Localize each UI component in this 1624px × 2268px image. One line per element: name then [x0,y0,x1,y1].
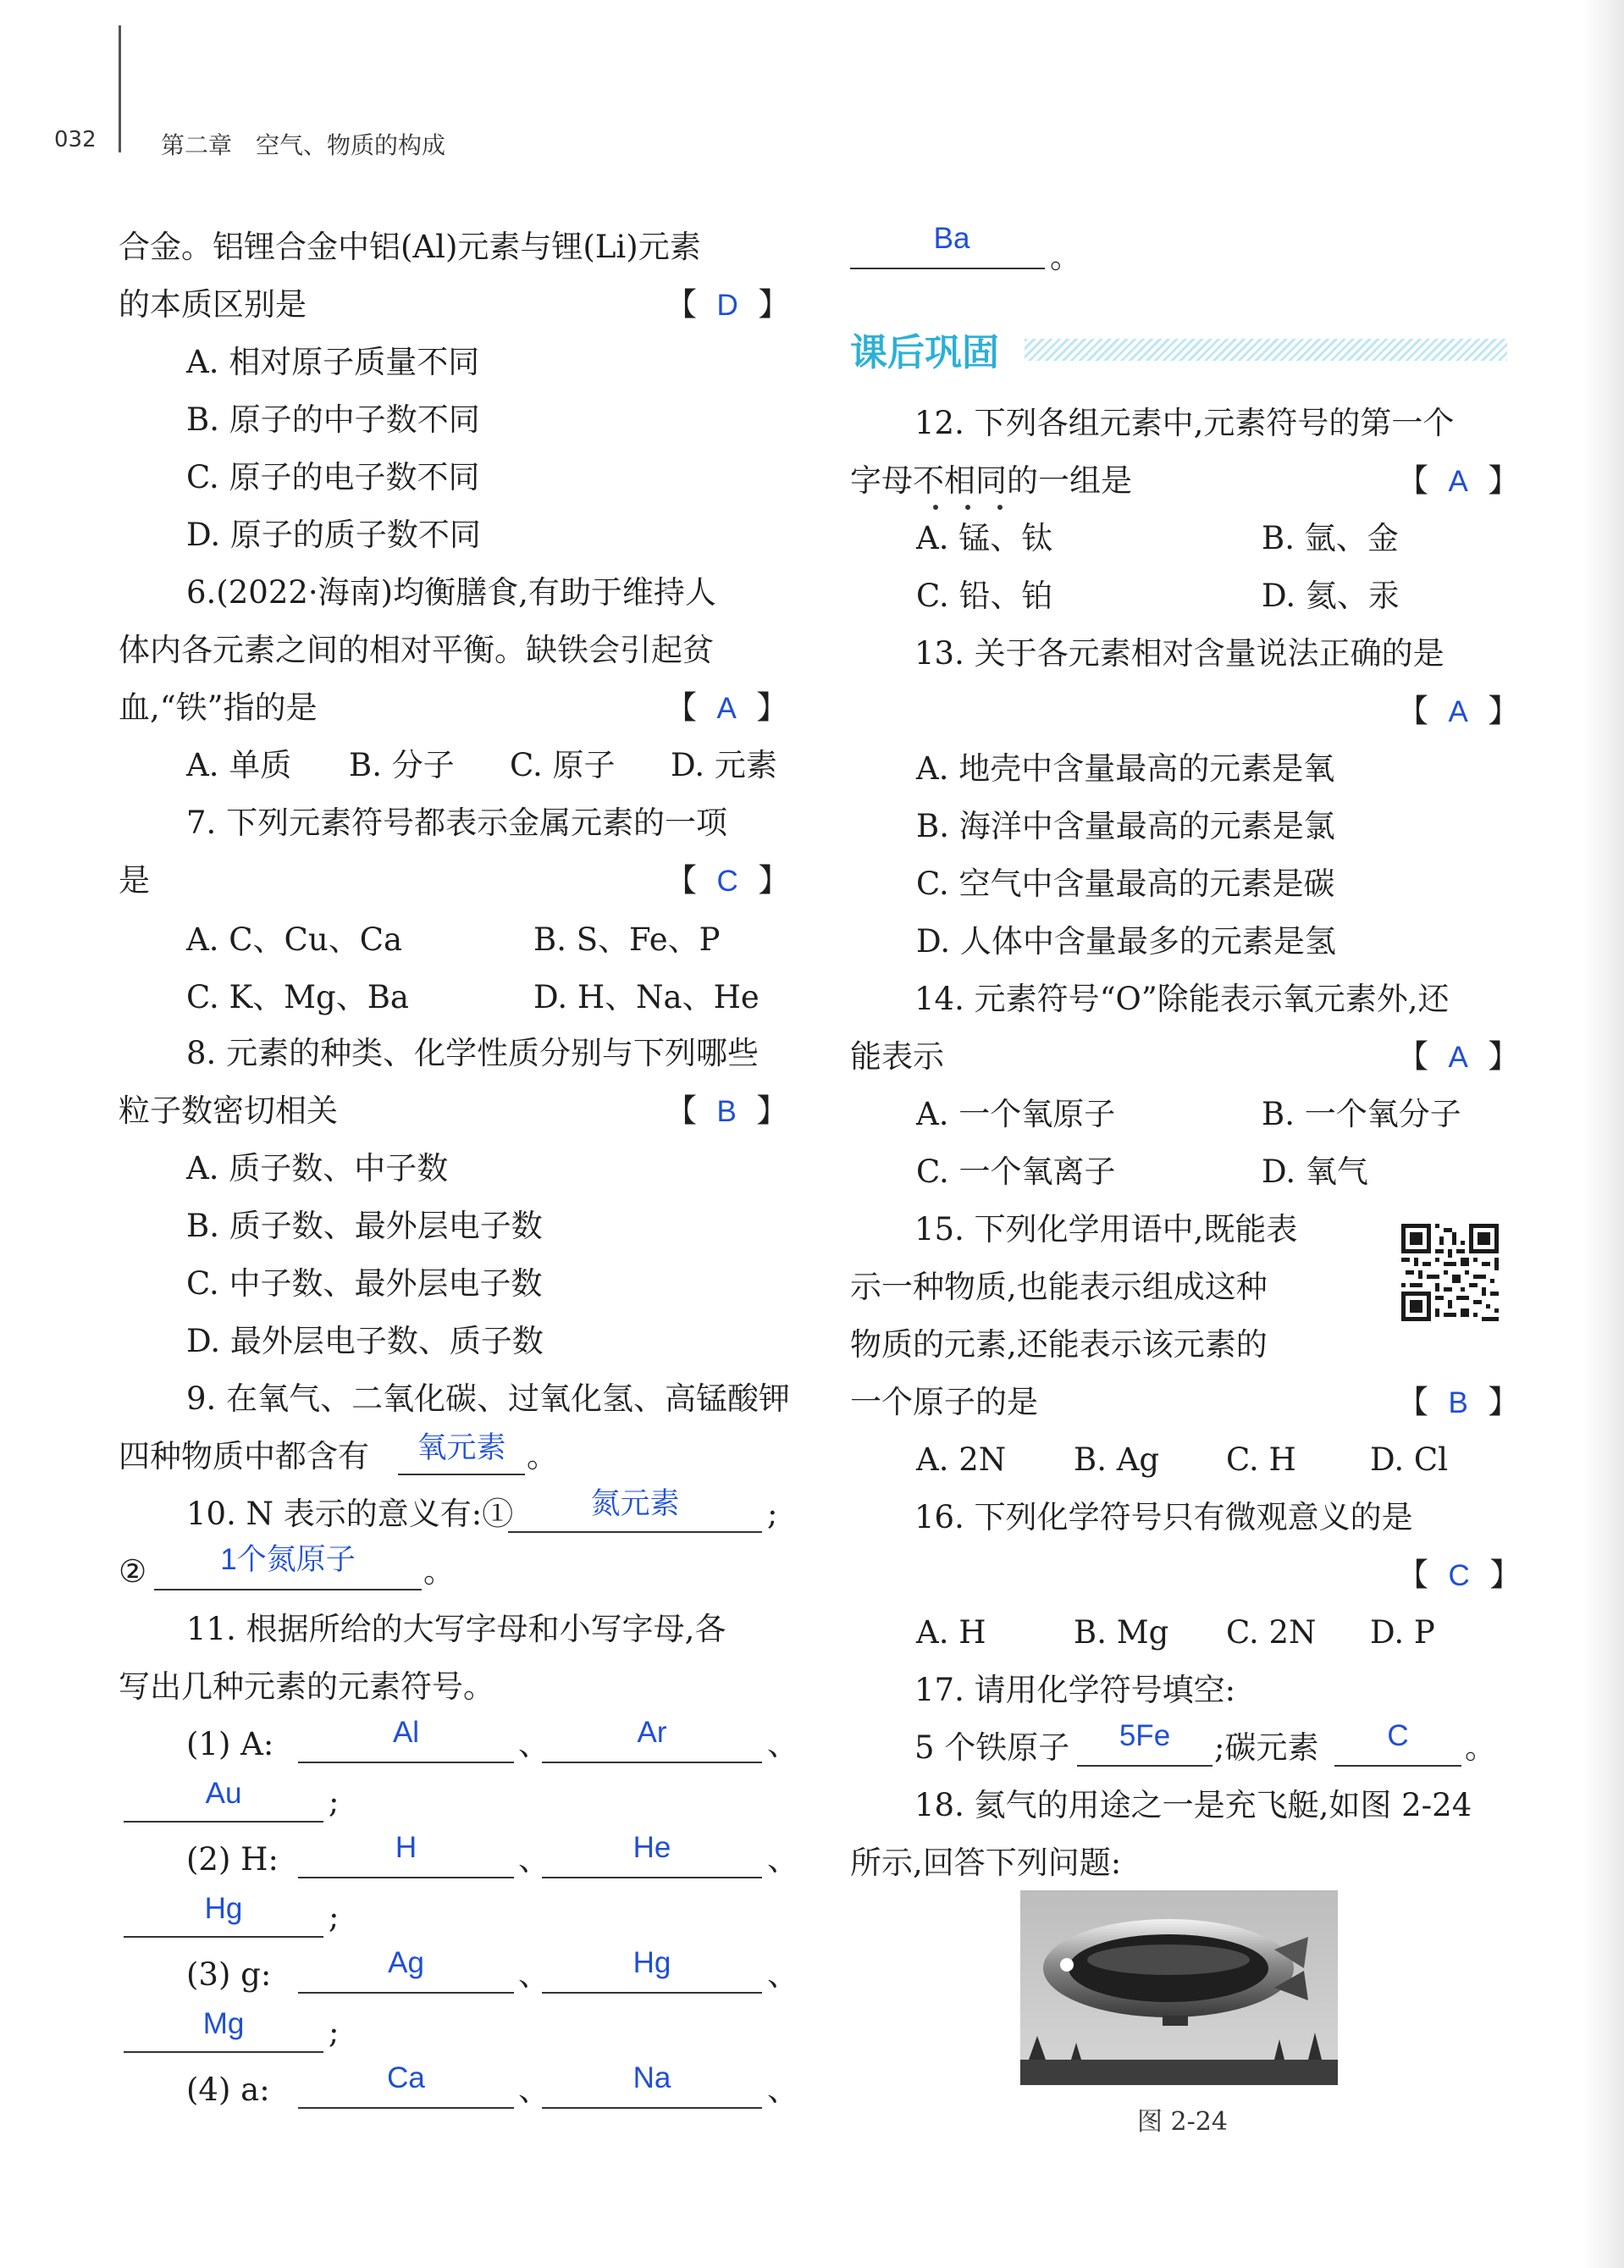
q11-item-1-label: (1) A: [186,1726,274,1762]
q11-right-blank [850,268,1045,269]
q15-line-3: 物质的元素,还能表示该元素的 [850,1326,1268,1363]
q6-line-3: 血,“铁”指的是 [119,689,318,726]
q17-a-prefix: 5 个铁原子 [914,1729,1070,1766]
q12-option-a: A. 锰、钛 [916,520,1053,556]
emphasis-dot [965,505,970,510]
q11-4-blank-2 [542,2107,762,2109]
q11-right-end: 。 [1050,239,1081,275]
q6-answer-bracket: 【 A 】 [666,689,788,726]
q17-end: 。 [1465,1729,1496,1766]
q11-3-blank-1 [298,1992,514,1994]
q5-line-2: 的本质区别是 [119,286,307,323]
q6-option-d: D. 元素 [671,747,777,783]
q7-option-d: D. H、Na、He [533,979,760,1015]
q9-end: 。 [527,1438,558,1474]
q14-line-2: 能表示 [850,1038,944,1075]
q15-line-2: 示一种物质,也能表示组成这种 [850,1269,1268,1305]
q11-2-blank-1 [298,1877,514,1878]
emphasis-dot [997,505,1003,510]
q8-option-b: B. 质子数、最外层电子数 [186,1208,543,1244]
q11-1-answer-3: Au [205,1777,242,1810]
q11-4-sep-2: 、 [767,2072,798,2108]
q10-mark-2: ② [119,1553,147,1590]
q11-1-sep-2: 、 [767,1726,798,1762]
q11-1-semi: ; [329,1784,340,1820]
q8-option-c: C. 中子数、最外层电子数 [186,1265,543,1302]
q16-answer: C [1448,1559,1470,1592]
q11-line-1: 11. 根据所给的大写字母和小写字母,各 [186,1611,726,1647]
figure-caption: 图 2-24 [1137,2107,1228,2137]
q12-option-c: C. 铅、铂 [916,578,1053,614]
q6-option-c: C. 原子 [510,747,616,783]
q15-answer: B [1448,1386,1468,1419]
q15-option-b: B. Ag [1074,1441,1160,1478]
q7-option-b: B. S、Fe、P [533,921,721,958]
qr-code-icon[interactable] [1401,1224,1499,1321]
q11-line-2: 写出几种元素的元素符号。 [119,1668,494,1705]
q11-3-blank-2 [542,1992,762,1994]
q15-line-1: 15. 下列化学用语中,既能表 [914,1211,1298,1247]
q6-option-b: B. 分子 [349,747,455,783]
q9-line-2: 四种物质中都含有 [119,1438,369,1474]
q18-line-2: 所示,回答下列问题: [850,1845,1122,1881]
q7-line-1: 7. 下列元素符号都表示金属元素的一项 [186,805,728,841]
q11-2-answer-2: He [632,1831,671,1864]
q5-option-d: D. 原子的质子数不同 [186,517,481,553]
q12-answer-bracket: 【 A 】 [1397,462,1520,499]
chapter-title: 第二章 空气、物质的构成 [161,131,446,159]
q12-option-b: B. 氩、金 [1262,520,1399,556]
q7-answer: C [716,865,738,898]
q11-2-answer-1: H [395,1831,417,1864]
q17-b-answer: C [1387,1719,1409,1752]
q11-2-blank-3 [124,1936,323,1938]
q11-1-blank-1 [298,1762,514,1763]
q13-answer-bracket: 【 A 】 [1397,693,1520,729]
q16-answer-bracket: 【 C 】 [1397,1557,1522,1593]
q17-b-prefix: ;碳元素 [1214,1729,1319,1766]
q9-answer: 氧元素 [417,1431,506,1464]
q17-a-blank [1077,1765,1212,1767]
q16-option-c: C. 2N [1226,1614,1317,1651]
q5-option-a: A. 相对原子质量不同 [186,344,480,380]
q11-item-2-label: (2) H: [186,1841,279,1878]
q5-line-1: 合金。铝锂合金中铝(Al)元素与锂(Li)元素 [119,229,701,265]
q6-line-2: 体内各元素之间的相对平衡。缺铁会引起贫 [119,632,714,668]
q12-line-2: 字母不相同的一组是 [850,462,1132,499]
q11-1-blank-2 [542,1762,762,1763]
q11-3-sep-1: 、 [518,1956,550,1993]
q14-option-b: B. 一个氧分子 [1262,1096,1461,1132]
q5-answer: D [716,289,738,322]
q14-answer-bracket: 【 A 】 [1397,1038,1520,1075]
q10-end: 。 [423,1553,455,1590]
q7-line-2: 是 [119,862,150,899]
q13-option-a: A. 地壳中含量最高的元素是氧 [916,750,1335,787]
q15-line-4: 一个原子的是 [850,1384,1038,1420]
q6-line-1: 6.(2022·海南)均衡膳食,有助于维持人 [186,574,716,611]
q5-option-c: C. 原子的电子数不同 [186,459,480,495]
q11-3-sep-2: 、 [767,1956,798,1993]
q14-answer: A [1448,1041,1468,1074]
section-stripe [1025,339,1507,361]
page-number: 032 [54,127,97,152]
q10-sep: ; [767,1496,778,1532]
q16-option-a: A. H [916,1614,986,1651]
q12-option-d: D. 氦、汞 [1262,578,1400,614]
q8-option-a: A. 质子数、中子数 [186,1150,449,1187]
q18-line-1: 18. 氦气的用途之一是充飞艇,如图 2-24 [914,1787,1472,1823]
q11-item-3-label: (3) g: [186,1956,272,1993]
q8-answer: B [716,1095,737,1128]
q16-option-b: B. Mg [1074,1614,1169,1651]
section-title: 课后巩固 [850,331,999,374]
q13-answer: A [1448,695,1468,728]
q11-1-blank-3 [124,1821,323,1823]
q11-item-4-label: (4) a: [186,2072,270,2108]
q14-option-a: A. 一个氧原子 [916,1096,1116,1132]
q13-line: 13. 关于各元素相对含量说法正确的是 [914,635,1444,672]
q17-a-answer: 5Fe [1119,1719,1171,1752]
q16-option-d: D. P [1370,1614,1435,1651]
q11-1-answer-1: Al [392,1716,420,1749]
q11-2-sep-1: 、 [518,1841,550,1878]
q10-blank-1 [508,1531,762,1533]
q10-prefix: 10. N 表示的意义有:① [186,1496,514,1532]
q5-answer-bracket: 【 D 】 [666,286,790,323]
q14-option-d: D. 氧气 [1262,1153,1368,1190]
q12-answer: A [1448,465,1468,498]
q6-option-a: A. 单质 [186,747,292,783]
q16-line: 16. 下列化学符号只有微观意义的是 [914,1499,1413,1535]
q7-option-a: A. C、Cu、Ca [186,921,403,958]
q11-right-answer: Ba [933,222,970,255]
q11-1-answer-2: Ar [637,1716,667,1749]
q11-2-answer-3: Hg [204,1892,243,1925]
q15-option-c: C. H [1226,1441,1296,1478]
q8-answer-bracket: 【 B 】 [666,1093,788,1129]
q11-4-answer-1: Ca [387,2061,425,2094]
q10-answer-1: 氮元素 [590,1487,680,1520]
q13-option-b: B. 海洋中含量最高的元素是氯 [916,808,1335,844]
page-edge-shadow [1583,0,1624,2268]
q15-answer-bracket: 【 B 】 [1397,1384,1520,1420]
q17-b-blank [1334,1765,1461,1767]
q13-option-c: C. 空气中含量最高的元素是碳 [916,866,1335,902]
q9-line-1: 9. 在氧气、二氧化碳、过氧化氢、高锰酸钾 [186,1380,791,1417]
q11-3-answer-3: Mg [202,2007,245,2040]
q5-option-b: B. 原子的中子数不同 [186,401,480,438]
q17-line: 17. 请用化学符号填空: [914,1672,1236,1708]
q11-3-blank-3 [124,2051,323,2053]
q11-3-answer-1: Ag [388,1946,424,1979]
q11-1-sep-1: 、 [518,1726,550,1762]
q10-blank-2 [154,1589,422,1590]
q15-option-a: A. 2N [916,1441,1007,1478]
q6-answer: A [716,692,737,725]
q11-2-semi: ; [329,1899,340,1935]
q11-4-answer-2: Na [632,2061,671,2094]
q12-line-1: 12. 下列各组元素中,元素符号的第一个 [914,405,1455,441]
q8-option-d: D. 最外层电子数、质子数 [186,1323,544,1359]
emphasis-dot [933,505,938,510]
q7-option-c: C. K、Mg、Ba [186,979,409,1015]
q11-4-blank-1 [298,2107,514,2109]
q11-2-blank-2 [542,1877,762,1878]
q14-option-c: C. 一个氧离子 [916,1153,1116,1190]
q11-3-semi: ; [329,2014,340,2050]
q11-3-answer-2: Hg [632,1946,671,1979]
q9-blank [398,1474,525,1475]
q8-line-1: 8. 元素的种类、化学性质分别与下列哪些 [186,1035,760,1071]
q7-answer-bracket: 【 C 】 [666,862,790,899]
q8-line-2: 粒子数密切相关 [119,1093,338,1129]
q11-2-sep-2: 、 [767,1841,798,1878]
q15-option-d: D. Cl [1370,1441,1449,1478]
q10-answer-2: 1个氮原子 [220,1543,356,1576]
q11-4-sep-1: 、 [518,2072,550,2108]
q14-line-1: 14. 元素符号“O”除能表示氧元素外,还 [914,981,1450,1017]
header-divider [119,25,121,152]
airship-photo [1020,1890,1338,2085]
q13-option-d: D. 人体中含量最多的元素是氢 [916,923,1336,960]
